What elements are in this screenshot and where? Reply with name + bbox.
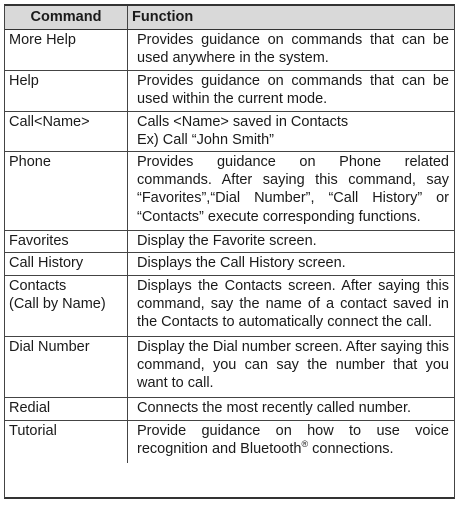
- row-function-call-history: Displays the Call History screen.: [128, 253, 454, 276]
- row-function-more-help: Provides guidance on commands that can be used anywhere in the system.: [128, 30, 454, 71]
- row-function-dial-number: Display the Dial number screen. After saying this command, you can say the number that you want to call.: [128, 337, 454, 398]
- row-function-contacts: Displays the Contacts screen. After saying this command, say the name of a contact saved in the Contacts to automatically connect the call.: [128, 276, 454, 337]
- header-command: Command: [5, 6, 128, 30]
- row-function-help: Provides guidance on commands that can be used within the current mode.: [128, 71, 454, 112]
- row-command-tutorial: Tutorial: [5, 421, 128, 463]
- row-command-phone: Phone: [5, 152, 128, 231]
- row-command-more-help: More Help: [5, 30, 128, 71]
- row-command-contacts: Contacts (Call by Name): [5, 276, 128, 337]
- tutorial-text-end: connections.: [308, 441, 394, 458]
- row-command-call-history: Call History: [5, 253, 128, 276]
- row-command-dial-number: Dial Number: [5, 337, 128, 398]
- row-command-help: Help: [5, 71, 128, 112]
- row-function-tutorial: [128, 421, 454, 463]
- registered-mark: ®: [301, 439, 309, 450]
- row-function-favorites: Display the Favorite screen.: [128, 231, 454, 253]
- tutorial-text-main: Provide guidance on how to use voice recognition and Bluetooth: [137, 423, 449, 458]
- header-function: Function: [128, 6, 454, 30]
- row-function-redial: Connects the most recently called number.: [128, 398, 454, 421]
- row-function-phone: Provides guidance on Phone related commands. After saying this command, say “Favorites”,“Dial Number”, “Call History” or “Contacts” execute corresponding functions.: [128, 152, 454, 231]
- row-command-favorites: Favorites: [5, 231, 128, 253]
- voice-command-table: [4, 4, 455, 499]
- row-command-call-name: Call<Name>: [5, 112, 128, 152]
- row-function-call-name: Calls <Name> saved in Contacts Ex) Call “John Smith”: [128, 112, 454, 152]
- row-command-redial: Redial: [5, 398, 128, 421]
